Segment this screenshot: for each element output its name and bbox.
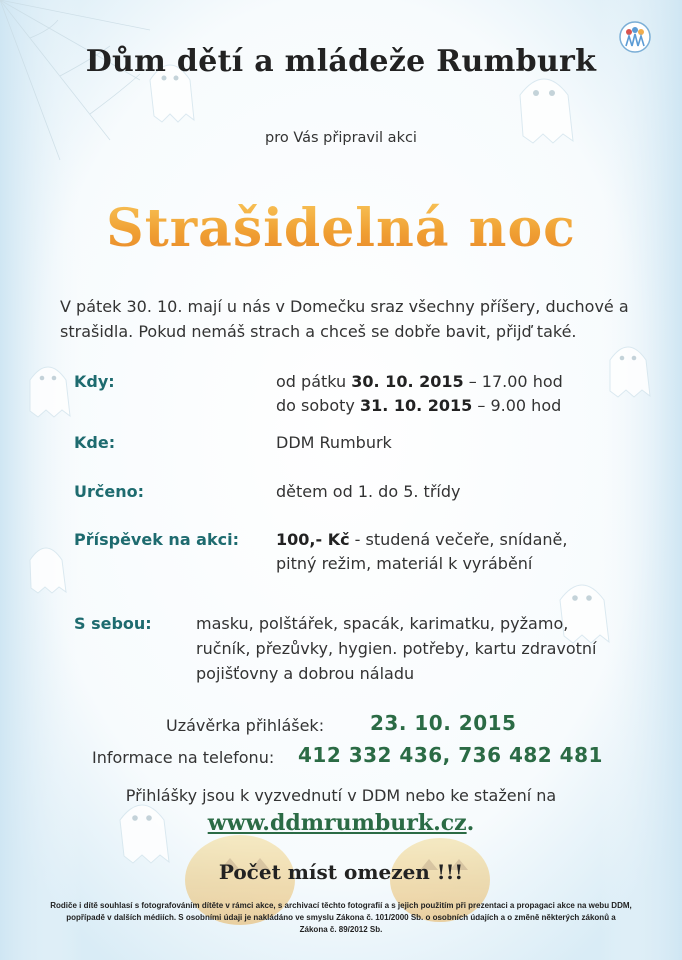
when-label: Kdy: [74, 372, 115, 391]
footer-line-1: Rodiče i dítě souhlasí s fotografováním dítěte v rámci akce, s archivací těchto fotografií a s jejich použitím při prezentaci a propagaci akce na webu DDM, [50, 901, 632, 910]
fee-label: Příspěvek na akci: [74, 530, 239, 549]
intro-line-2: strašidla. Pokud nemáš strach a chceš se dobře bavit, přijď také. [60, 322, 577, 341]
bring-label: S sebou: [74, 614, 152, 633]
bring-line-2: ručník, přezůvky, hygien. potřeby, kartu zdravotní [196, 639, 597, 658]
phone-label: Informace na telefonu: [92, 748, 275, 767]
bring-line-3: pojišťovny a dobrou náladu [196, 664, 415, 683]
apply-text: Přihlášky jsou k vyzvednutí v DDM nebo ke stažení na [125, 786, 557, 805]
when-to: do soboty 31. 10. 2015 – 9.00 hod [276, 396, 562, 415]
website-link[interactable]: www.ddmrumburk.cz [207, 810, 467, 836]
website [0, 810, 682, 836]
footer-line-2: popřípadě v dalších médiích. S osobními údaji je nakládáno ve smyslu Zákona č. 101/2000 Sb. o osobních údajích a o změně některých zákonů a [66, 913, 616, 922]
subtitle: pro Vás připravil akci [265, 130, 417, 146]
deadline-label: Uzávěrka přihlášek: [166, 716, 325, 735]
intro-text [60, 294, 630, 344]
where-value: DDM Rumburk [276, 433, 392, 452]
footer-disclaimer [20, 900, 662, 936]
when-from: od pátku 30. 10. 2015 – 17.00 hod [276, 372, 563, 391]
website-suffix: . [466, 810, 475, 836]
capacity-notice: Počet míst omezen !!! [218, 860, 464, 884]
footer-line-3: Zákona č. 89/2012 Sb. [299, 925, 383, 934]
where-label: Kde: [74, 433, 116, 452]
bring-line-1: masku, polštářek, spacák, karimatku, pyžamo, [196, 614, 569, 633]
intro-line-1: V pátek 30. 10. mají u nás v Domečku sraz všechny příšery, duchové a [60, 297, 629, 316]
fee-value-line-2: pitný režim, materiál k vyrábění [276, 554, 533, 573]
fee-value: 100,- Kč - studená večeře, snídaně, [276, 530, 568, 549]
intended-value: dětem od 1. do 5. třídy [276, 482, 461, 501]
event-title: Strašidelná noc [0, 198, 682, 259]
deadline-value: 23. 10. 2015 [370, 711, 517, 735]
intended-label: Určeno: [74, 482, 144, 501]
organization-title: Dům dětí a mládeže Rumburk [85, 44, 597, 79]
phone-value: 412 332 436, 736 482 481 [298, 743, 603, 767]
